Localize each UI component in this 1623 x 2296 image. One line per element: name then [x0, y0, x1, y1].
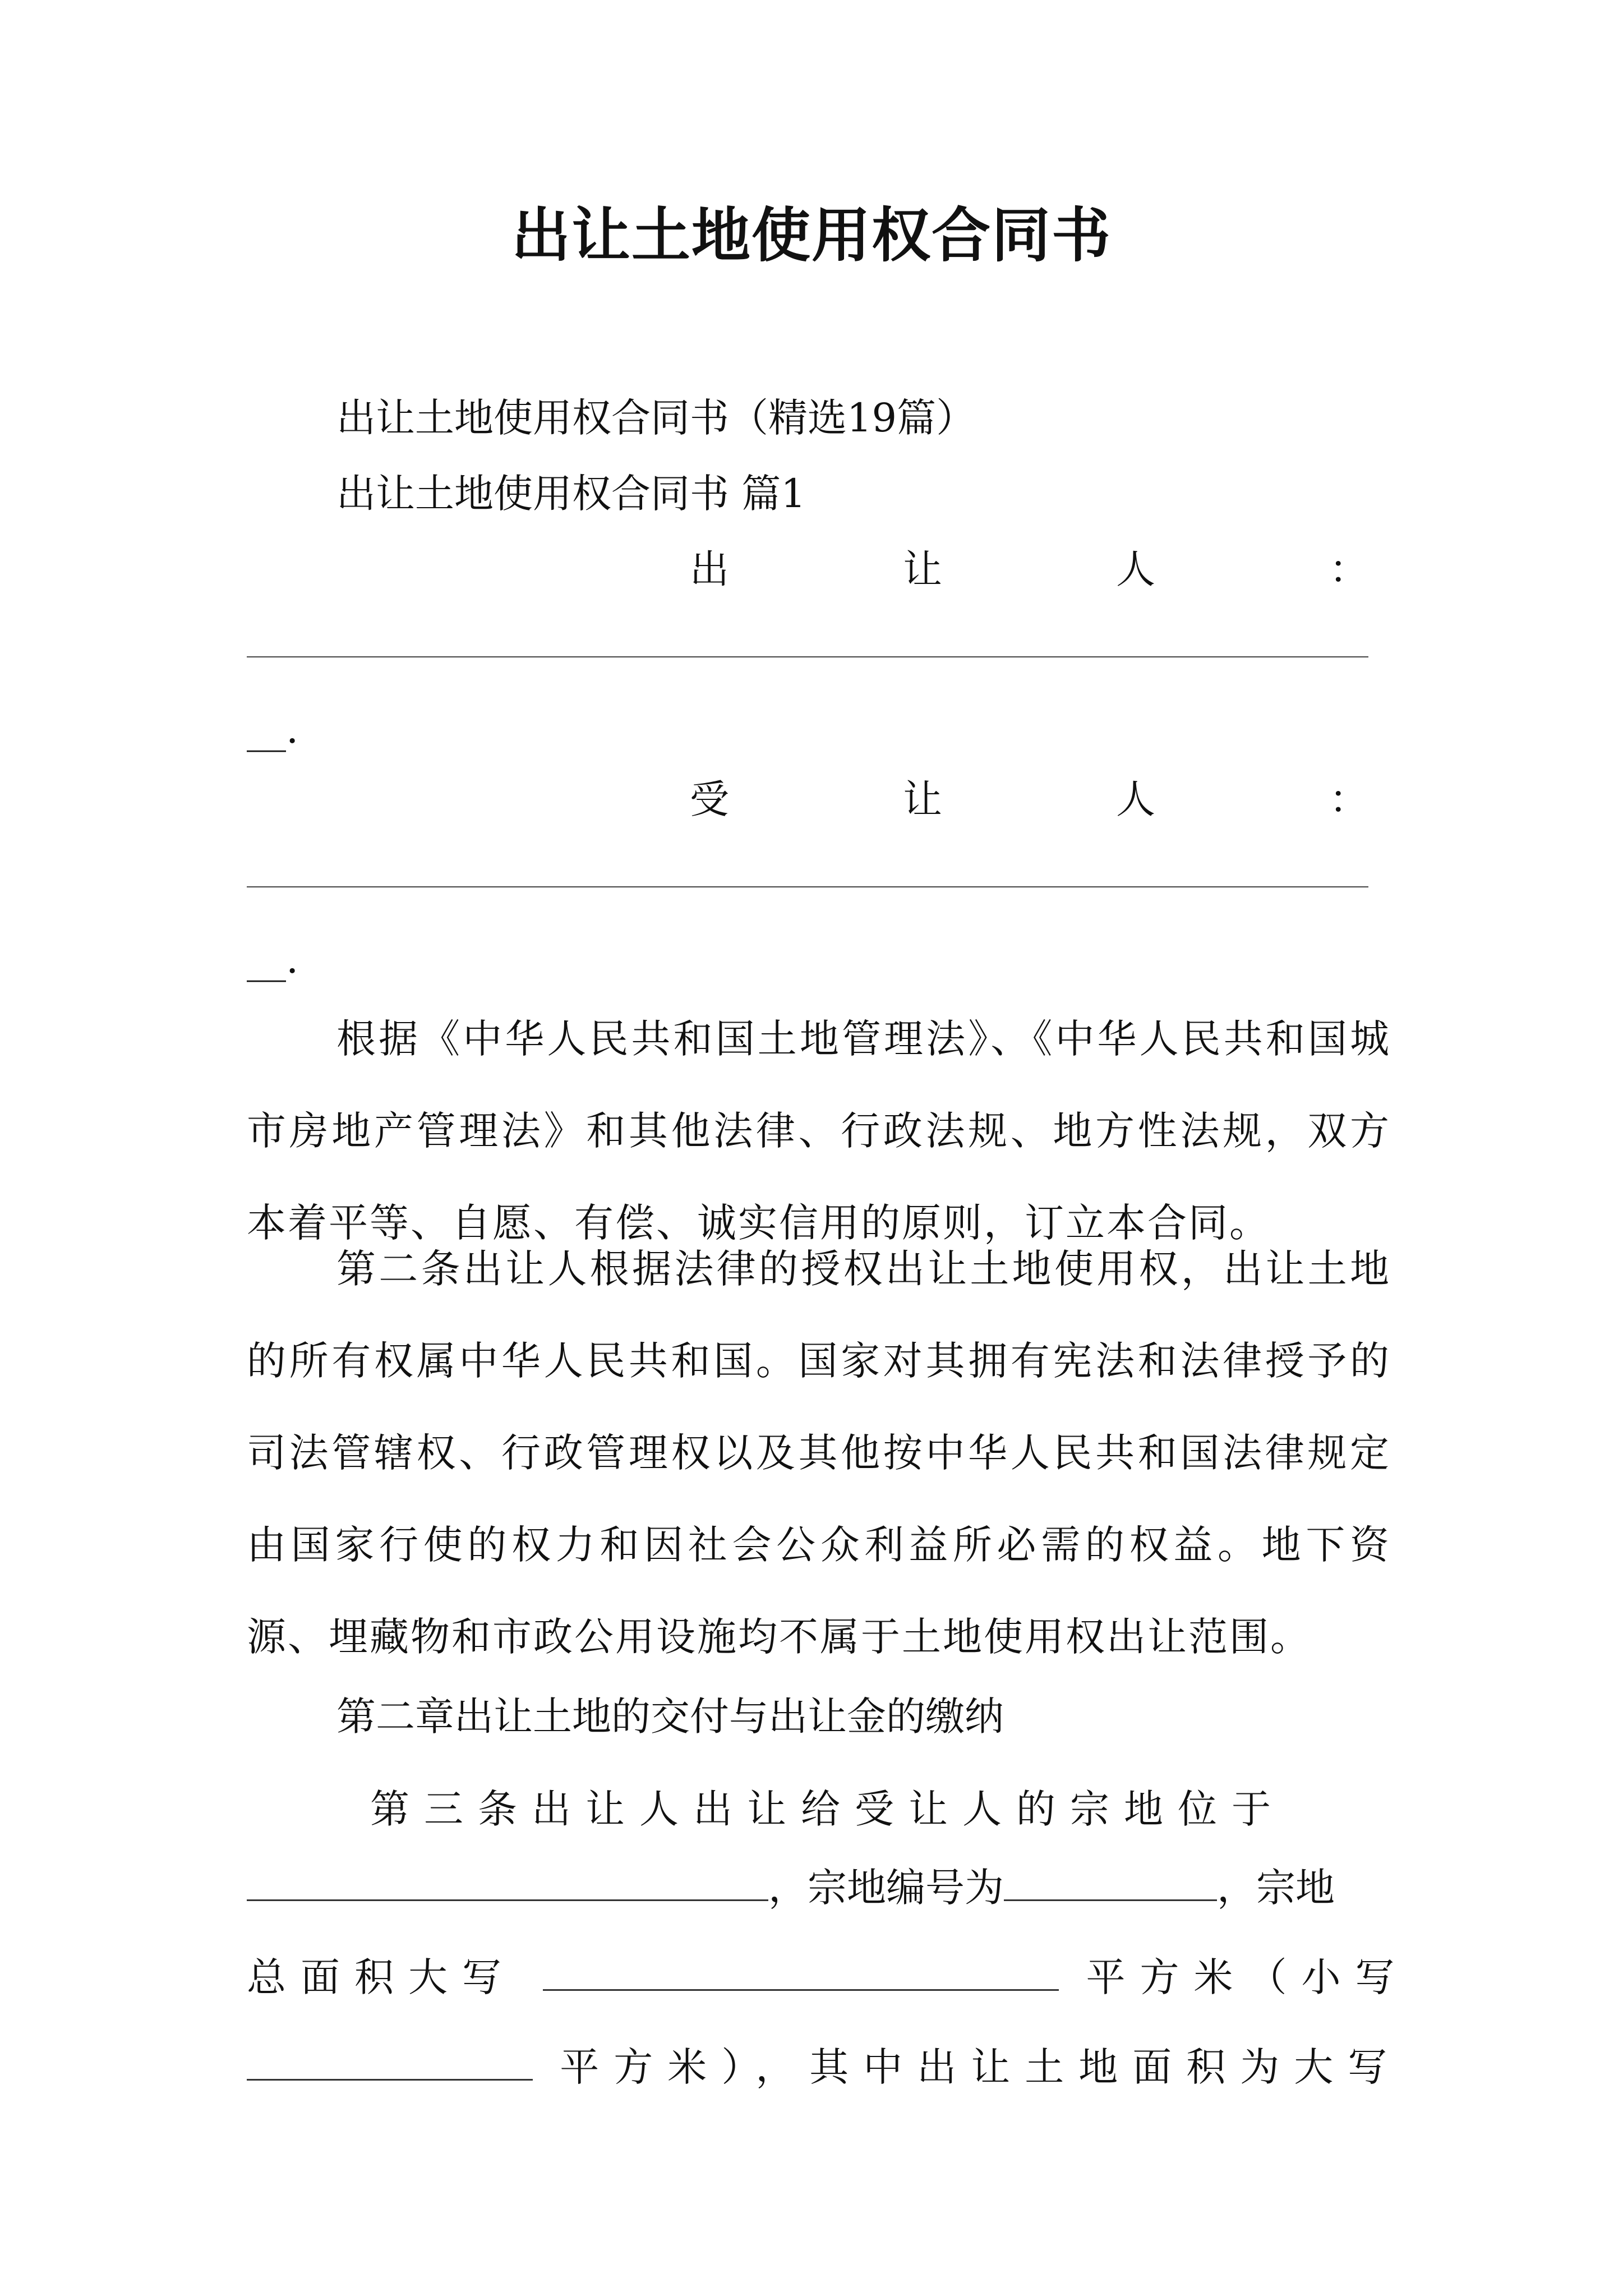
party-b-colon: ： — [1329, 776, 1368, 822]
article-3-line-4 — [247, 2039, 1401, 2095]
document-subtitle: 出让土地使用权合同书（精选19篇） — [336, 395, 976, 441]
location-blank[interactable] — [247, 1860, 768, 1901]
paragraph-preamble: 根据《中华人民共和国土地管理法》、《中华人民共和国城市房地产管理法》和其他法律、行政法规、地方性法规，双方本着平等、自愿、有偿、诚实信用的原则，订立本合同。 — [247, 1016, 1391, 1246]
party-a-label — [690, 541, 1368, 597]
party-b-tail-mark: __. — [247, 936, 299, 982]
party-a-colon: ： — [1329, 546, 1368, 592]
party-b-blank-line — [247, 886, 1368, 887]
party-b-label — [690, 771, 1368, 827]
chapter-heading: 第二章出让土地的交付与出让金的缴纳 — [336, 1694, 1004, 1740]
party-a-char-2: 让 — [903, 546, 942, 592]
parcel-label-tail: ，宗地 — [1217, 1865, 1335, 1911]
party-a-blank-line — [247, 656, 1368, 657]
total-area-label: 总面积大写 — [247, 1954, 516, 2000]
party-a-tail-mark: __. — [247, 706, 299, 752]
total-area-uppercase-blank[interactable] — [543, 1950, 1059, 1991]
parcel-number-label: ，宗地编号为 — [768, 1865, 1004, 1911]
transfer-area-label: 平方米），其中出让土地面积为大写 — [560, 2044, 1402, 2090]
section-heading: 出让土地使用权合同书 篇1 — [336, 471, 806, 517]
party-b-char-2: 让 — [903, 776, 942, 822]
total-area-lowercase-blank[interactable] — [247, 2040, 533, 2081]
party-b-char-3: 人 — [1116, 776, 1155, 822]
party-b-char-1: 受 — [690, 776, 729, 822]
document-title: 出让土地使用权合同书 — [511, 201, 1112, 270]
article-3-line-1: 第三条出让人出让给受让人的宗地位于 — [370, 1786, 1285, 1832]
square-meter-lowercase-label: 平方米（小写 — [1086, 1954, 1409, 2000]
party-a-char-3: 人 — [1116, 546, 1155, 592]
party-a-char-1: 出 — [690, 546, 729, 592]
parcel-number-blank[interactable] — [1004, 1860, 1217, 1901]
article-3-line-3 — [247, 1949, 1409, 2005]
paragraph-article-2: 第二条出让人根据法律的授权出让土地使用权，出让土地的所有权属中华人民共和国。国家对其拥有宪法和法律授予的司法管辖权、行政管理权以及其他按中华人民共和国法律规定由国家行使的权力和因社会公众利益所必需的权益。地下资源、埋藏物和市政公用设施均不属于土地使用权出让范围。 — [247, 1246, 1391, 1660]
article-3-line-2 — [247, 1860, 1335, 1916]
